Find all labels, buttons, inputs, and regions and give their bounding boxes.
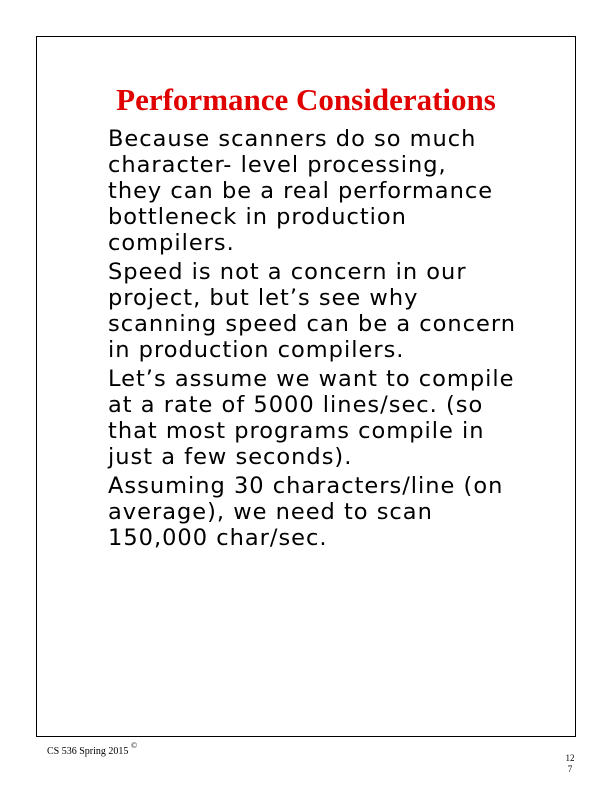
- slide-title: Performance Considerations: [116, 82, 496, 117]
- bullet-item: Because scanners do so much character- level processing, they can be a real performance bottleneck in production compilers.: [108, 126, 494, 256]
- bullet-item: Assuming 30 characters/line (on average), we need to scan 150,000 char/sec.: [108, 473, 504, 551]
- bullet-item: Speed is not a concern in our project, but let’s see why scanning speed can be a concern in production compilers.: [108, 259, 516, 363]
- course-footer: CS 536 Spring 2015: [47, 746, 129, 757]
- copyright-symbol: ©: [131, 741, 138, 750]
- bullet-item: Let’s assume we want to compile at a rate of 5000 lines/sec. (so that most programs compile in just a few seconds).: [108, 366, 515, 470]
- page-number: 12 7: [565, 753, 575, 774]
- bullet-list: [108, 126, 538, 554]
